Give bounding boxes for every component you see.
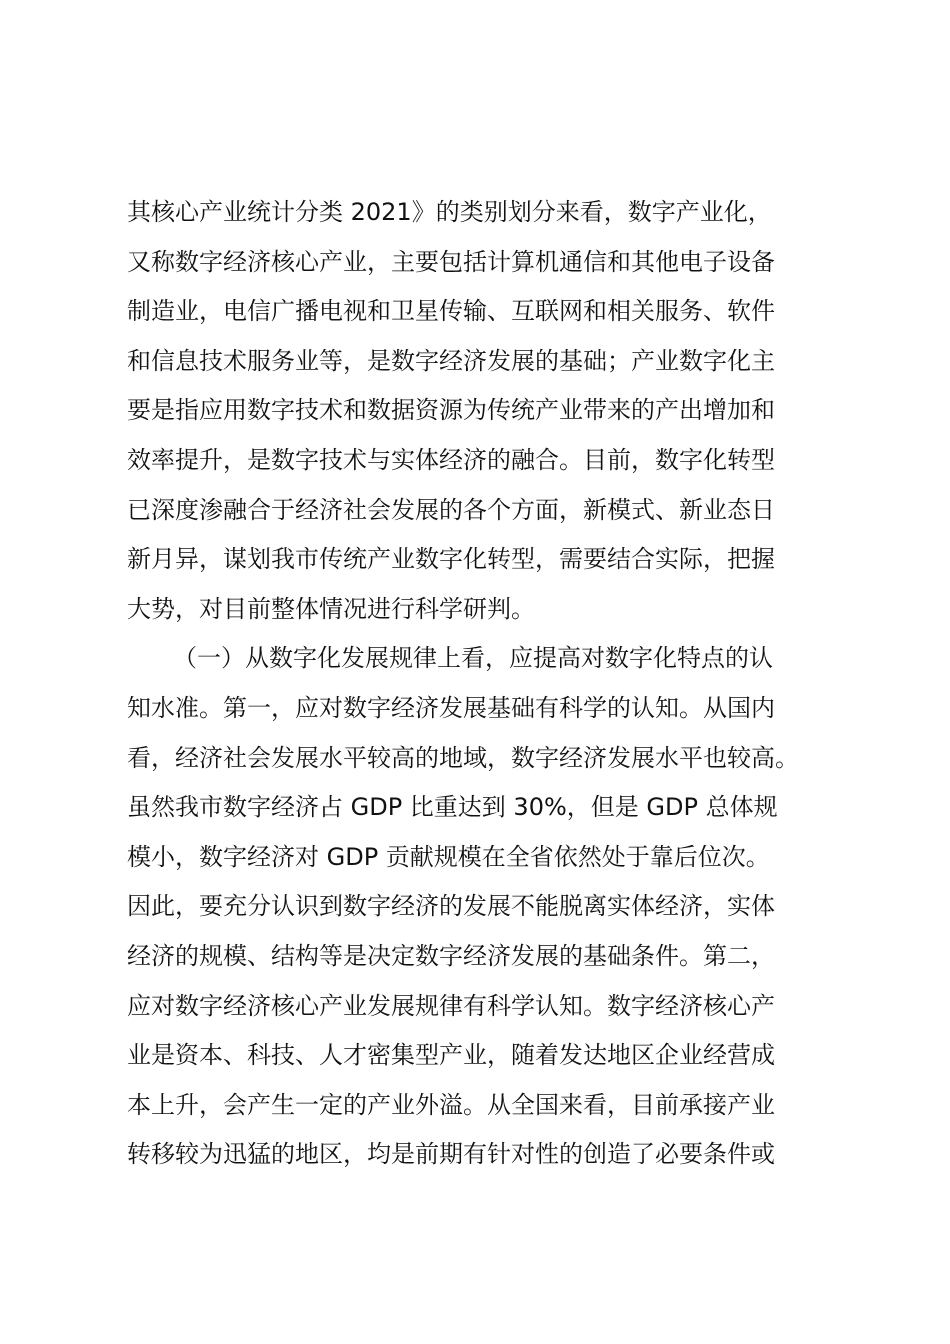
text-line: 因此，要充分认识到数字经济的发展不能脱离实体经济，实体 [127,892,775,921]
text-line: 知水准。第一，应对数字经济发展基础有科学的认知。从国内 [127,693,775,722]
text-line: 已深度渗融合于经济社会发展的各个方面，新模式、新业态日 [127,495,775,524]
text-line: 看，经济社会发展水平较高的地域，数字经济发展水平也较高。 [127,743,799,772]
text-line: 大势，对目前整体情况进行科学研判。 [127,594,535,623]
document-body [127,188,847,1180]
text-line: 其核心产业统计分类 2021》的类别划分来看，数字产业化， [127,198,772,226]
text-line: 新月异，谋划我市传统产业数字化转型，需要结合实际，把握 [127,545,775,574]
text-line: 虽然我市数字经济占 GDP 比重达到 30%，但是 GDP 总体规 [127,793,778,822]
text-line: 效率提升，是数字技术与实体经济的融合。目前，数字化转型 [127,445,775,474]
text-line: 转移较为迅猛的地区，均是前期有针对性的创造了必要条件或 [127,1140,775,1169]
text-line: 制造业，电信广播电视和卫星传输、互联网和相关服务、软件 [127,297,775,326]
text-line: 又称数字经济核心产业，主要包括计算机通信和其他电子设备 [127,247,775,276]
section-heading-line: （一）从数字化发展规律上看，应提高对数字化特点的认 [173,644,773,673]
text-line: 应对数字经济核心产业发展规律有科学认知。数字经济核心产 [127,991,775,1020]
text-line: 业是资本、科技、人才密集型产业，随着发达地区企业经营成 [127,1041,775,1070]
text-line: 经济的规模、结构等是决定数字经济发展的基础条件。第二， [127,941,775,970]
text-line: 要是指应用数字技术和数据资源为传统产业带来的产出增加和 [127,396,775,425]
text-line: 模小，数字经济对 GDP 贡献规模在全省依然处于靠后位次。 [127,842,770,871]
text-line: 本上升，会产生一定的产业外溢。从全国来看，目前承接产业 [127,1090,775,1119]
text-line: 和信息技术服务业等，是数字经济发展的基础；产业数字化主 [127,346,775,375]
